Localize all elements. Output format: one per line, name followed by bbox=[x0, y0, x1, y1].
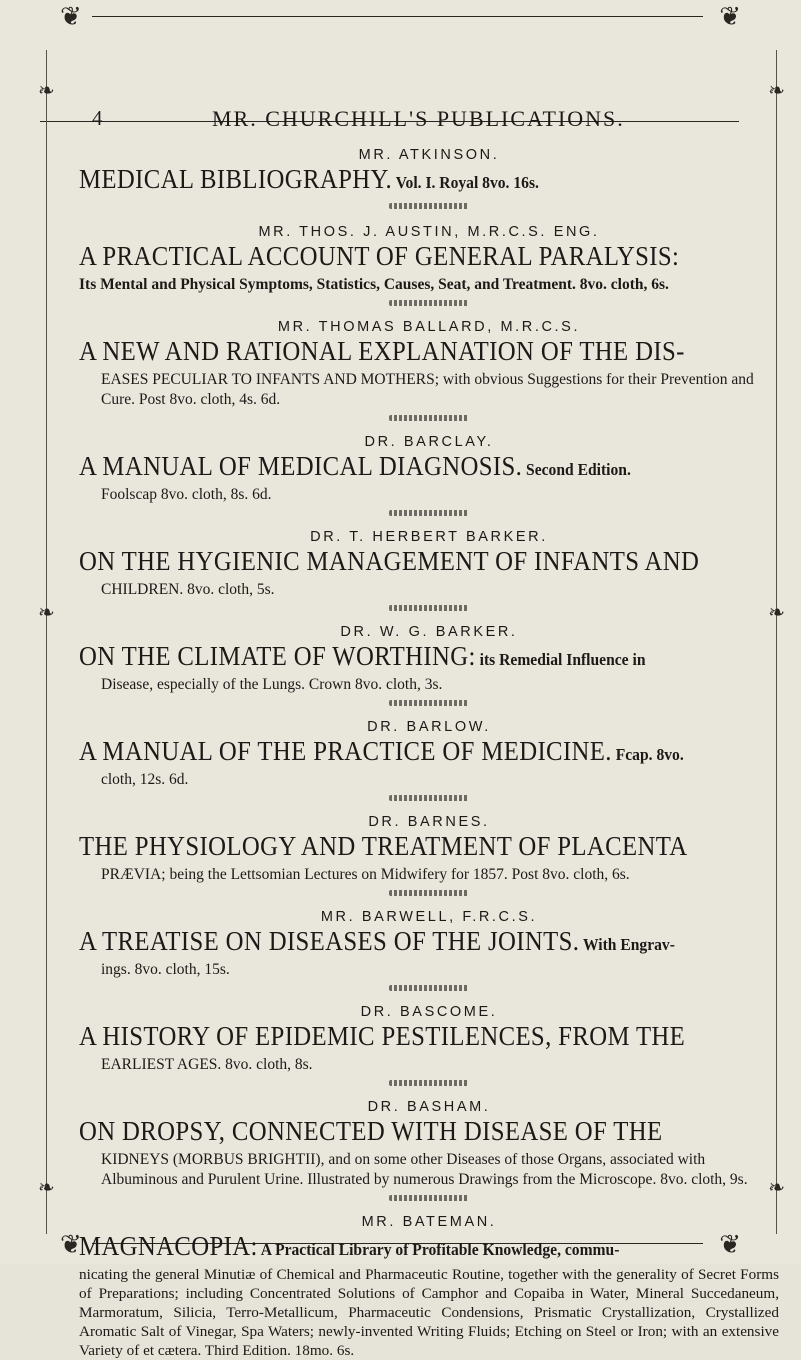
entry-author: DR. W. G. BARKER. bbox=[340, 624, 518, 640]
entry-divider bbox=[389, 700, 469, 706]
entry-title-rest: its Remedial Influence in bbox=[475, 650, 646, 669]
entry-description: ings. 8vo. cloth, 15s. bbox=[101, 961, 230, 978]
entry-title bbox=[79, 164, 721, 198]
entry-divider bbox=[389, 415, 469, 421]
entry-title bbox=[79, 1021, 721, 1055]
entry-title-main: MEDICAL BIBLIOGRAPHY. bbox=[79, 164, 393, 194]
entry-divider bbox=[389, 890, 469, 896]
entry-description: CHILDREN. 8vo. cloth, 5s. bbox=[101, 581, 275, 598]
entry-author: DR. BASCOME. bbox=[360, 1004, 498, 1020]
entry-title-main: THE PHYSIOLOGY AND TREATMENT OF PLACENTA bbox=[79, 831, 688, 861]
entry-author: DR. T. HERBERT BARKER. bbox=[310, 529, 548, 545]
entry-divider bbox=[389, 605, 469, 611]
entry-title-main: MAGNACOPIA: bbox=[79, 1231, 258, 1261]
entry-divider bbox=[389, 1195, 469, 1201]
corner-ornament-bottom-left: ❦ bbox=[60, 1230, 82, 1259]
entry-divider bbox=[389, 300, 469, 306]
entry-title bbox=[79, 451, 721, 485]
entry-divider bbox=[389, 795, 469, 801]
corner-ornament-top-left: ❦ bbox=[60, 2, 82, 31]
entry-description: nicating the general Minutiæ of Chemical and Pharmaceutic Routine, together with the generality of Secret Forms of Preparations; including Concentrated Solutions of Camphor and Copaiba in Water, Mineral Succedaneum, Marmoratum, Silicia, Terro-Metallicum, Pharmaceutic Condensions, Prismatic Crystallization, Crystallized Aromatic Salt of Vinegar, Spa Waters; newly-invented Writing Fluids; Etching on Steel or Iron; with an extensive Variety of et cætera. Third Edition. 18mo. 6s. bbox=[79, 1266, 779, 1359]
entry-title bbox=[79, 241, 721, 275]
page-number: 4 bbox=[92, 106, 105, 130]
entry-description: EARLIEST AGES. 8vo. cloth, 8s. bbox=[101, 1056, 313, 1073]
entry-title bbox=[79, 1231, 721, 1265]
entry-description: cloth, 12s. 6d. bbox=[101, 771, 189, 788]
catalogue-entry bbox=[79, 908, 779, 991]
corner-ornament-bottom-right: ❦ bbox=[719, 1230, 741, 1259]
side-flourish-right-bottom: ❧ bbox=[768, 1177, 785, 1199]
entry-title-main: ON THE HYGIENIC MANAGEMENT OF INFANTS AND bbox=[79, 546, 700, 576]
entry-title-main: A PRACTICAL ACCOUNT OF GENERAL PARALYSIS: bbox=[79, 241, 680, 271]
catalogue-entry bbox=[79, 223, 779, 306]
corner-ornament-top-right: ❦ bbox=[719, 2, 741, 31]
catalogue-entry bbox=[79, 318, 779, 421]
entry-author: DR. BARNES. bbox=[368, 814, 490, 830]
entry-description: EASES PECULIAR TO INFANTS AND MOTHERS; with obvious Suggestions for their Prevention and Cure. Post 8vo. cloth, 4s. 6d. bbox=[101, 371, 754, 408]
entry-title bbox=[79, 336, 721, 370]
catalogue-entry bbox=[79, 813, 779, 896]
catalogue-entry bbox=[79, 718, 779, 801]
catalogue-entry bbox=[79, 146, 779, 209]
entry-author: DR. BARLOW. bbox=[367, 719, 491, 735]
catalogue-entries bbox=[79, 146, 779, 1360]
catalogue-entry bbox=[79, 433, 779, 516]
entry-title bbox=[79, 1116, 721, 1150]
entry-title-main: A NEW AND RATIONAL EXPLANATION OF THE DIS- bbox=[79, 336, 685, 366]
entry-author: DR. BARCLAY. bbox=[364, 434, 494, 450]
entry-title bbox=[79, 831, 721, 865]
entry-title-rest: With Engrav- bbox=[579, 935, 675, 954]
entry-title-main: A MANUAL OF THE PRACTICE OF MEDICINE. bbox=[79, 736, 612, 766]
side-flourish-left-bottom: ❧ bbox=[38, 1177, 55, 1199]
border-rule-left bbox=[46, 50, 47, 1234]
entry-title-rest: Second Edition. bbox=[522, 460, 631, 479]
entry-divider bbox=[389, 985, 469, 991]
entry-title-rest: Fcap. 8vo. bbox=[611, 745, 684, 764]
entry-title-main: ON THE CLIMATE OF WORTHING: bbox=[79, 641, 476, 671]
entry-author: MR. BATEMAN. bbox=[361, 1214, 497, 1230]
entry-author: DR. BASHAM. bbox=[367, 1099, 491, 1115]
entry-author: MR. ATKINSON. bbox=[358, 147, 500, 163]
border-rule-top bbox=[92, 16, 703, 17]
entry-description: KIDNEYS (MORBUS BRIGHTII), and on some other Diseases of those Organs, associated with Albuminous and Purulent Urine. Illustrated by numerous Drawings from the Microscope. 8vo. cloth, 9s. bbox=[101, 1151, 748, 1188]
catalogue-entry bbox=[79, 1003, 779, 1086]
side-flourish-left-mid: ❧ bbox=[38, 602, 55, 624]
side-flourish-right-mid: ❧ bbox=[768, 602, 785, 624]
entry-divider bbox=[389, 510, 469, 516]
entry-title bbox=[79, 736, 721, 770]
entry-divider bbox=[389, 1080, 469, 1086]
entry-description: Foolscap 8vo. cloth, 8s. 6d. bbox=[101, 486, 272, 503]
entry-divider bbox=[389, 203, 469, 209]
entry-title bbox=[79, 641, 721, 675]
catalogue-entry bbox=[79, 528, 779, 611]
catalogue-entry bbox=[79, 1213, 779, 1360]
entry-title-rest: A Practical Library of Profitable Knowledge, commu- bbox=[257, 1240, 620, 1259]
running-title: MR. CHURCHILL'S PUBLICATIONS. bbox=[212, 106, 625, 131]
entry-title-main: A MANUAL OF MEDICAL DIAGNOSIS. bbox=[79, 451, 523, 481]
entry-title-rest: Vol. I. Royal 8vo. 16s. bbox=[392, 173, 539, 192]
entry-description: Its Mental and Physical Symptoms, Statistics, Causes, Seat, and Treatment. 8vo. cloth, 6s. bbox=[79, 276, 669, 293]
entry-author: MR. THOMAS BALLARD, M.R.C.S. bbox=[277, 319, 581, 335]
side-flourish-right-top: ❧ bbox=[768, 80, 785, 102]
entry-title-main: A TREATISE ON DISEASES OF THE JOINTS. bbox=[79, 926, 580, 956]
entry-title bbox=[79, 546, 721, 580]
entry-author: MR. BARWELL, F.R.C.S. bbox=[320, 909, 538, 925]
entry-title bbox=[79, 926, 721, 960]
side-flourish-left-top: ❧ bbox=[38, 80, 55, 102]
entry-description: Disease, especially of the Lungs. Crown 8vo. cloth, 3s. bbox=[101, 676, 443, 693]
catalogue-entry bbox=[79, 623, 779, 706]
catalogue-entry bbox=[79, 1098, 779, 1201]
entry-title-main: A HISTORY OF EPIDEMIC PESTILENCES, FROM THE bbox=[79, 1021, 686, 1051]
entry-author: MR. THOS. J. AUSTIN, M.R.C.S. ENG. bbox=[258, 224, 600, 240]
entry-description: PRÆVIA; being the Lettsomian Lectures on Midwifery for 1857. Post 8vo. cloth, 6s. bbox=[101, 866, 630, 883]
entry-title-main: ON DROPSY, CONNECTED WITH DISEASE OF THE bbox=[79, 1116, 663, 1146]
